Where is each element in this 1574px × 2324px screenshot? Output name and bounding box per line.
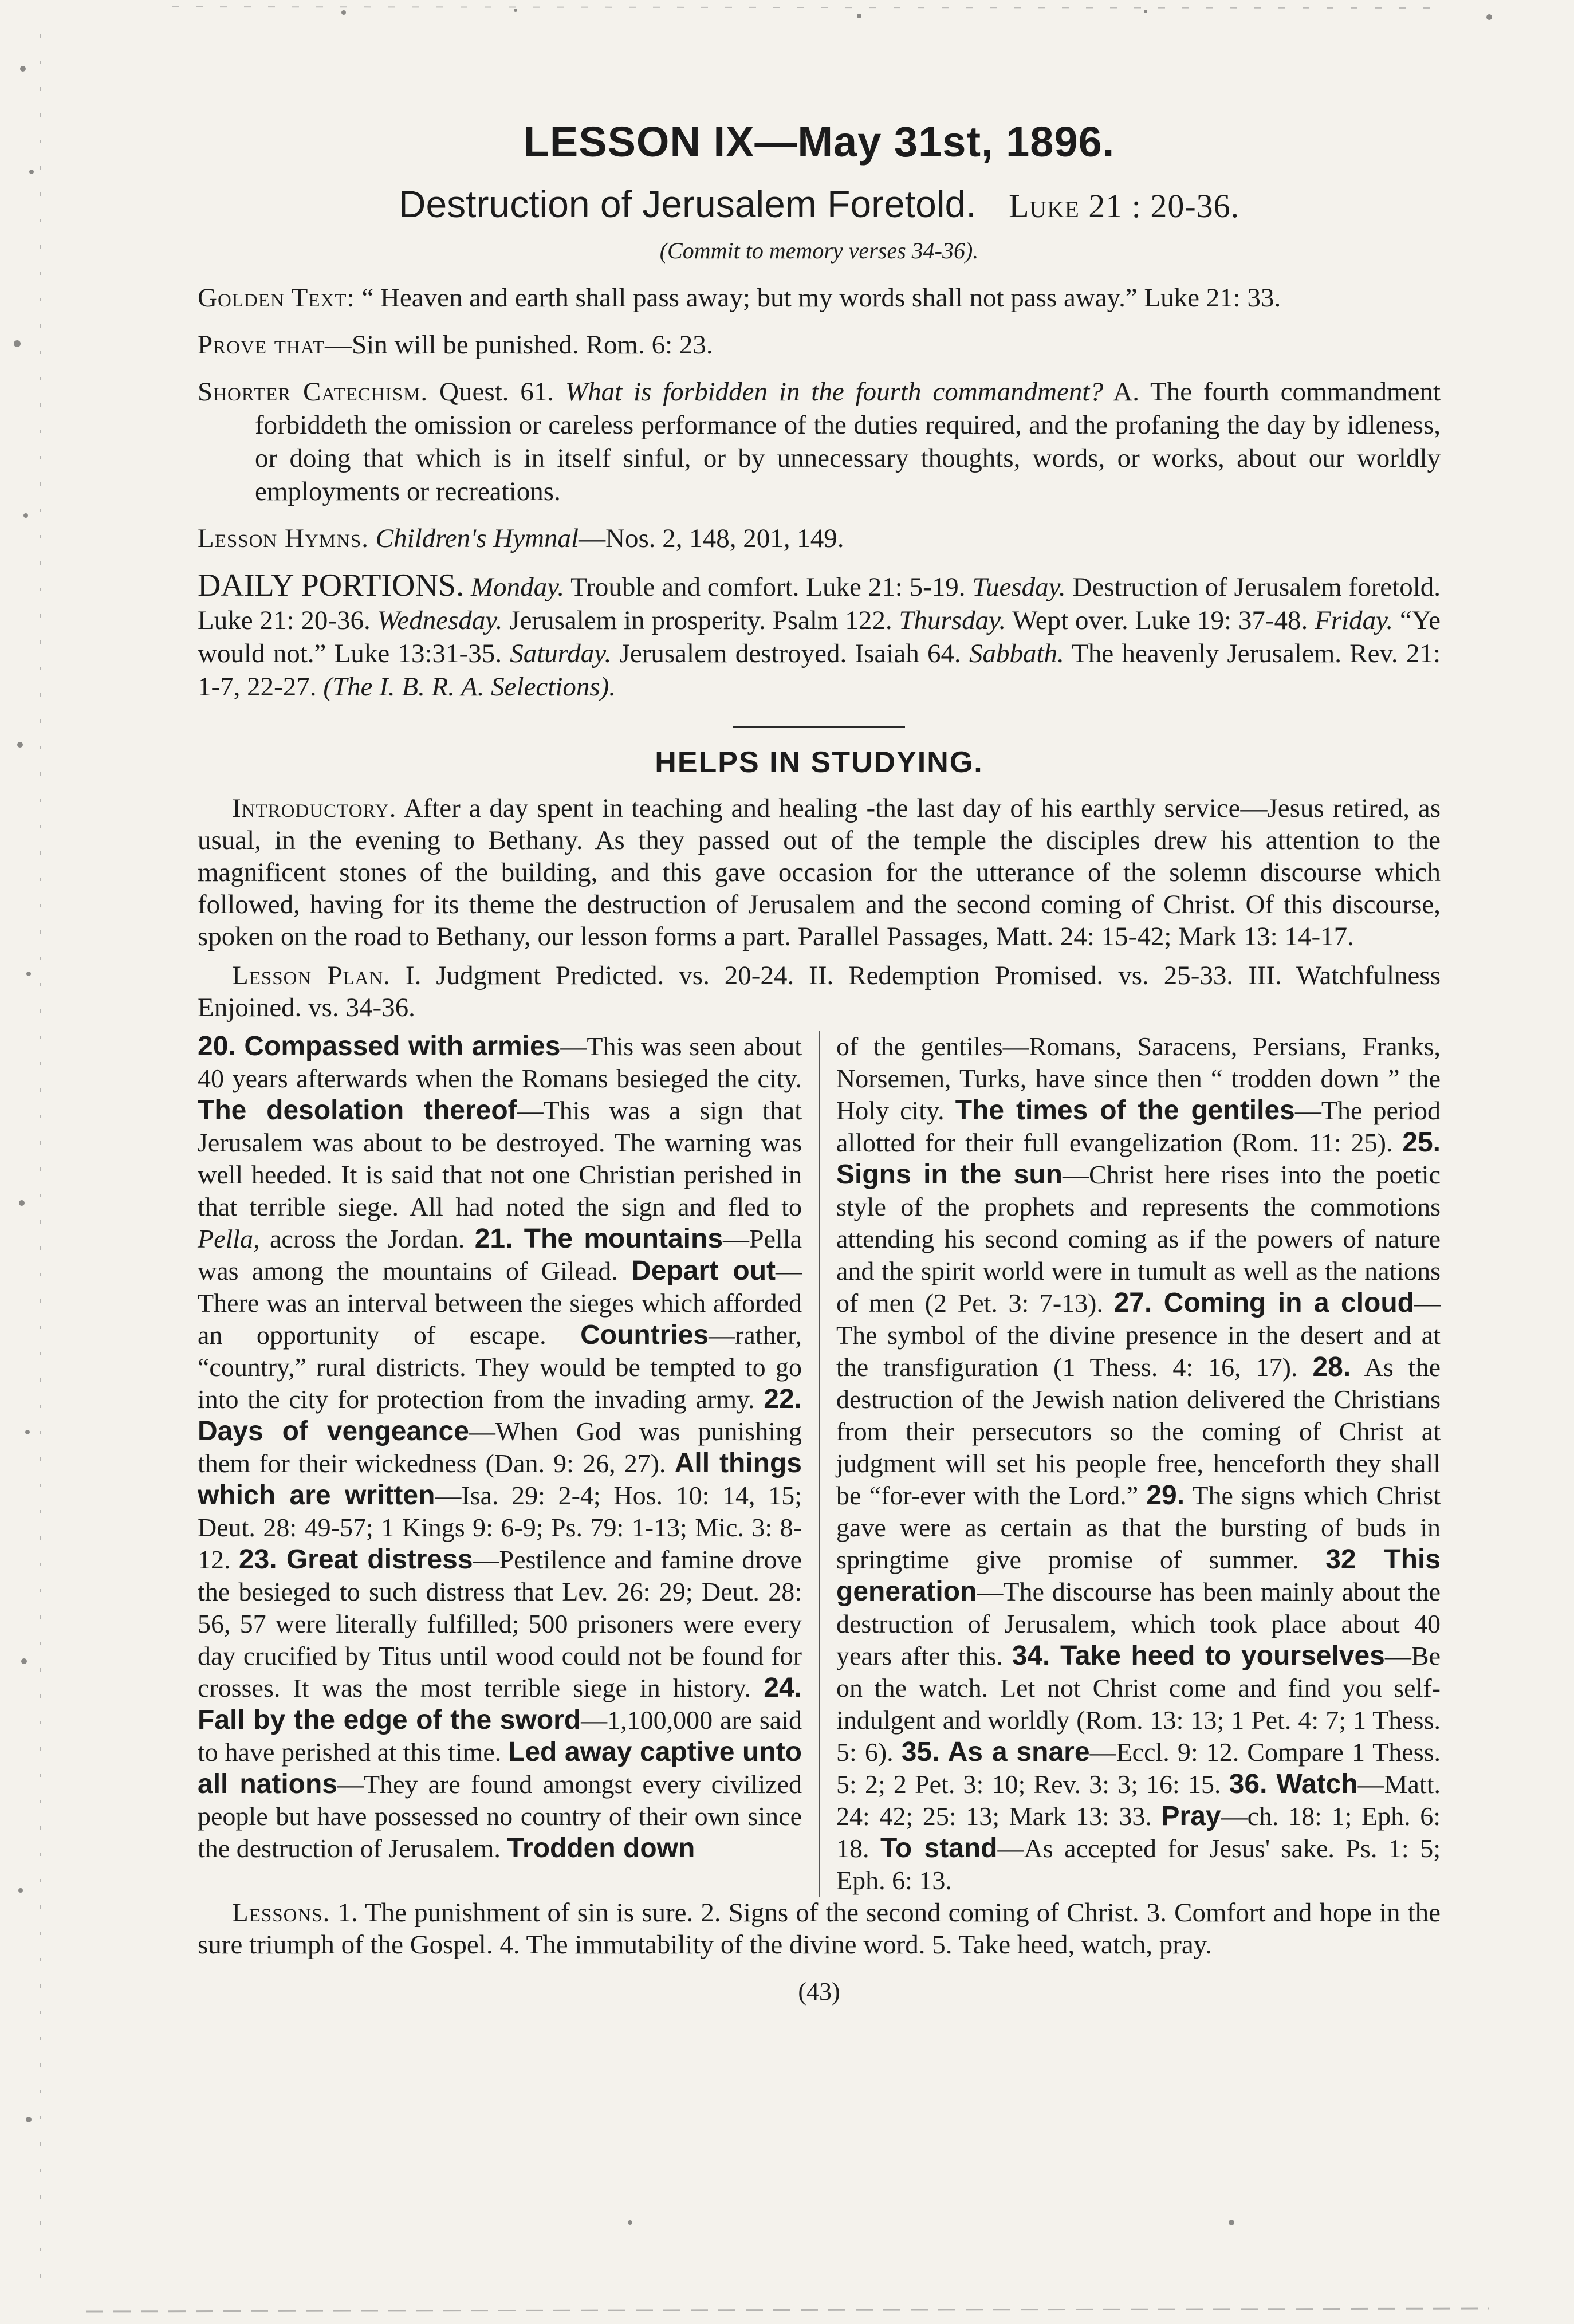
introductory-body: After a day spent in teaching and healing -the last day of his earthly service—Jesus retired, as usual, in the evening to Bethany. As they passed out of the temple the disciples drew his attention to the magnificent stones of the building, and this gave occasion for the utterance of the solemn discourse which followed, having for its theme the destruction of Jerusalem and the second coming of Christ. Of this discourse, spoken on the road to Bethany, our lesson forms a part. Parallel Passages, Matt. 24: 15-42; Mark 13: 14-17.: [198, 793, 1441, 951]
prove-that-label: Prove that: [198, 330, 325, 360]
verse-notes: [198, 1031, 1441, 1897]
golden-text: [198, 281, 1441, 314]
golden-text-body: “ Heaven and earth shall pass away; but my words shall not pass away.” Luke 21: 33.: [361, 283, 1281, 313]
notes-right-column: [836, 1031, 1441, 1897]
introductory: [198, 792, 1441, 953]
note-29-heading: 29.: [1146, 1480, 1185, 1511]
prove-that-body: —Sin will be punished. Rom. 6: 23.: [325, 330, 713, 360]
daily-portions-label: DAILY PORTIONS.: [198, 568, 465, 603]
note-stand-text: —As accepted for Jesus' sake. Ps. 1: 5; Eph. 6: 13.: [836, 1834, 1441, 1895]
day-friday: Friday.: [1315, 605, 1394, 635]
lesson-plan-body: I. Judgment Predicted. vs. 20-24. II. Redemption Promised. vs. 25-33. III. Watchfulness Enjoined. vs. 34-36.: [198, 961, 1441, 1023]
note-36-heading: 36. Watch: [1229, 1769, 1358, 1799]
catechism-answer: A. The fourth commandment forbiddeth the omission or careless performance of the duties required, and the profaning the day by idleness, or doing that which is in itself sinful, or by unnecessary thoughts, words, or works, about our worldly employments or recreations.: [255, 377, 1441, 506]
portion-sabbath: The heavenly Jerusalem. Rev. 21: 1-7, 22-27.: [198, 639, 1441, 702]
lesson-plan-label: Lesson Plan.: [232, 961, 391, 990]
hymns-numbers: —Nos. 2, 148, 201, 149.: [579, 524, 844, 553]
note-desolation-heading: The desolation thereof: [198, 1095, 517, 1126]
note-times-heading: The times of the gentiles: [955, 1095, 1295, 1126]
portion-thursday: Wept over. Luke 19: 37-48.: [1006, 605, 1315, 635]
note-27-text: —The symbol of the divine presence in the desert and at the transfiguration (1 Thess. 4: 16, 17).: [836, 1288, 1441, 1382]
lessons-body: 1. The punishment of sin is sure. 2. Signs of the second coming of Christ. 3. Comfort and hope in the sure triumph of the Gospel. 4. The immutability of the divine word. 5. Take heed, watch, pray.: [198, 1898, 1441, 1960]
selections-note: (The I. B. R. A. Selections).: [323, 672, 616, 702]
note-20-text: —This was seen about 40 years afterwards when the Romans besieged the city.: [198, 1032, 802, 1093]
note-34-text: —Be on the watch. Let not Christ come and find you self-indulgent and worldly (Rom. 13: 13; 1 Pet. 4: 7; 1 Thess. 5: 6).: [836, 1641, 1441, 1767]
hymns-label: Lesson Hymns.: [198, 524, 369, 553]
catechism-quest: Quest. 61.: [439, 377, 554, 407]
note-countries-heading: Countries: [580, 1320, 709, 1350]
portion-friday: “Ye would not.” Luke 13:31-35.: [198, 605, 1441, 669]
note-depart-text: —There was an interval between the sieges which afforded an opportunity of escape.: [198, 1256, 802, 1350]
notes-left-column: [198, 1031, 802, 1897]
day-tuesday: Tuesday.: [972, 572, 1066, 602]
note-35-heading: 35. As a snare: [901, 1737, 1090, 1767]
helps-title: HELPS IN STUDYING.: [655, 746, 983, 779]
note-22-text: —When God was punishing them for their wickedness (Dan. 9: 26, 27).: [198, 1417, 802, 1478]
note-led-text: —They are found amongst every civilized people but have possessed no country of their own since the destruction of Jerusalem.: [198, 1769, 802, 1863]
golden-text-label: Golden Text:: [198, 283, 355, 313]
note-35-text: —Eccl. 9: 12. Compare 1 Thess. 5: 2; 2 Pet. 3: 10; Rev. 3: 3; 16: 15.: [836, 1737, 1441, 1799]
note-desolation-text: —This was a sign that Jerusalem was about to be destroyed. The warning was well heeded. It is said that not one Christian perished in that terrible siege. All had noted the sign and fled to: [198, 1096, 802, 1221]
note-28-text: As the destruction of the Jewish nation delivered the Christians from their persecutors so the coming of Christ at judgment will set his people free, henceforth they shall be “for-ever with the Lord.”: [836, 1352, 1441, 1510]
prove-that: [198, 328, 1441, 361]
note-28-heading: 28.: [1312, 1352, 1351, 1382]
catechism-label: Shorter Catechism.: [198, 377, 428, 407]
day-wednesday: Wednesday.: [377, 605, 503, 635]
note-led-heading: Led away captive unto all nations: [198, 1737, 802, 1799]
shorter-catechism: [198, 375, 1441, 508]
note-32-text: —The discourse has been mainly about the destruction of Jerusalem, which took place about 40 years after this.: [836, 1577, 1441, 1670]
lesson-page: [198, 117, 1441, 2006]
note-23-text: —Pestilence and famine drove the besieged to such distress that Lev. 26: 29; Deut. 28: 56, 57 were literally fulfilled; 500 prisoners were every day crucified by Titus until wood could not be found for crosses. It was the most terrible siege in history.: [198, 1545, 802, 1702]
day-saturday: Saturday.: [510, 639, 612, 669]
note-32-heading: 32 This generation: [836, 1544, 1441, 1607]
lesson-hymns: [198, 522, 1441, 555]
lesson-plan: [198, 960, 1441, 1024]
note-stand-heading: To stand: [880, 1833, 998, 1863]
daily-portions: [198, 569, 1441, 703]
note-22-heading: 22. Days of vengeance: [198, 1384, 802, 1446]
note-gentiles-text: of the gentiles—Romans, Saracens, Persians, Franks, Norsemen, Turks, have since then “ trodden down ” the Holy city.: [836, 1032, 1441, 1125]
day-monday: Monday.: [470, 572, 565, 602]
day-sabbath: Sabbath.: [969, 639, 1064, 669]
day-thursday: Thursday.: [899, 605, 1006, 635]
note-21-text: —Pella was among the mountains of Gilead.: [198, 1224, 802, 1285]
introductory-label: Introductory.: [232, 793, 397, 823]
subtitle-text: Destruction of Jerusalem Foretold.: [398, 183, 977, 225]
note-pray-text: —ch. 18: 1; Eph. 6: 18.: [836, 1802, 1441, 1863]
lessons-label: Lessons.: [232, 1898, 330, 1928]
note-written-heading: All things which are written: [198, 1448, 802, 1511]
portion-saturday: Jerusalem destroyed. Isaiah 64.: [611, 639, 969, 669]
scripture-reference: Luke 21 : 20-36.: [1009, 187, 1240, 225]
lesson-subtitle: [198, 182, 1441, 227]
note-depart-heading: Depart out: [631, 1256, 776, 1286]
note-25-heading: 25. Signs in the sun: [836, 1127, 1441, 1190]
note-24-text: —1,100,000 are said to have perished at this time.: [198, 1705, 802, 1767]
note-34-heading: 34. Take heed to yourselves: [1012, 1641, 1385, 1671]
note-29-text: The signs which Christ gave were as certain as that the bursting of buds in springtime give promise of summer.: [836, 1481, 1441, 1574]
lesson-title: LESSON IX—May 31st, 1896.: [523, 118, 1115, 166]
note-times-text: —The period allotted for their full evangelization (Rom. 11: 25).: [836, 1096, 1441, 1157]
note-27-heading: 27. Coming in a cloud: [1113, 1288, 1414, 1318]
hymns-book: Children's Hymnal: [375, 524, 579, 553]
portion-wednesday: Jerusalem in prosperity. Psalm 122.: [502, 605, 899, 635]
note-24-heading: 24. Fall by the edge of the sword: [198, 1673, 802, 1735]
column-divider: [819, 1031, 820, 1897]
section-divider: [733, 726, 905, 728]
portion-monday: Trouble and comfort. Luke 21: 5-19.: [564, 572, 973, 602]
note-21-heading: 21. The mountains: [474, 1224, 723, 1254]
note-pella: Pella: [198, 1224, 254, 1253]
portion-tuesday: Destruction of Jerusalem foretold. Luke 21: 20-36.: [198, 572, 1441, 635]
note-20-heading: 20. Compassed with armies: [198, 1031, 561, 1061]
memory-verses: (Commit to memory verses 34-36).: [659, 238, 979, 264]
note-trodden-heading: Trodden down: [507, 1833, 695, 1863]
note-countries-text: —rather, “country,” rural districts. They would be tempted to go into the city for protection from the invading army.: [198, 1320, 802, 1414]
note-written-text: —Isa. 29: 2-4; Hos. 10: 14, 15; Deut. 28: 49-57; 1 Kings 9: 6-9; Ps. 79: 1-13; Mic. 3: 8-12.: [198, 1481, 802, 1574]
note-36-text: —Matt. 24: 42; 25: 13; Mark 13: 33.: [836, 1769, 1441, 1831]
lessons: [198, 1897, 1441, 1961]
note-23-heading: 23. Great distress: [238, 1544, 473, 1575]
catechism-question: What is forbidden in the fourth commandment?: [565, 377, 1103, 407]
note-25-text: —Christ here rises into the poetic style of the prophets and represents the commotions attending his second coming as if the powers of nature and the spirit world were in tumult as well as the nations of men (2 Pet. 3: 7-13).: [836, 1160, 1441, 1318]
note-pella-text: , across the Jordan.: [253, 1224, 475, 1253]
note-pray-heading: Pray: [1161, 1801, 1221, 1831]
page-number: (43): [798, 1977, 840, 2006]
